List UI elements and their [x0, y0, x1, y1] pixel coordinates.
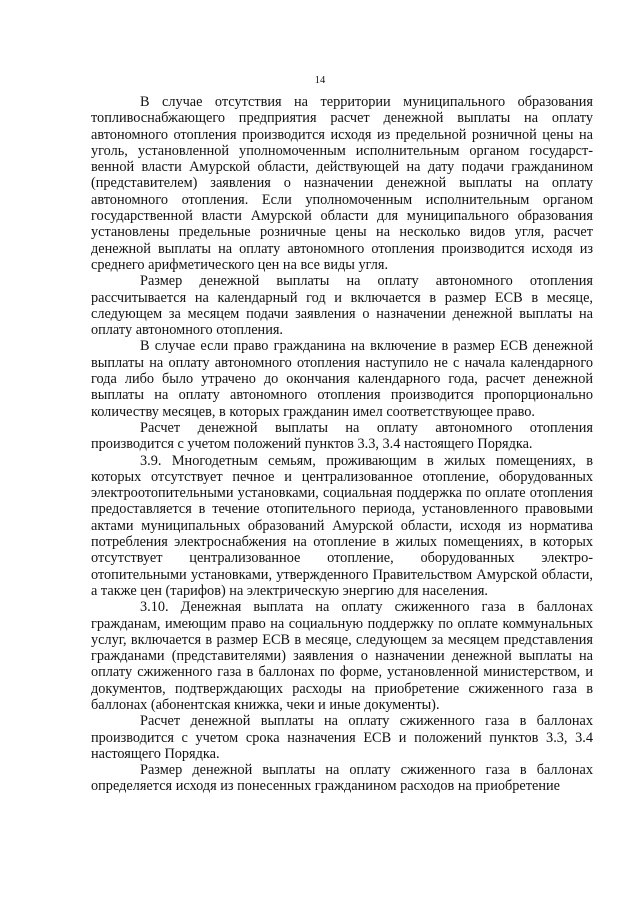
paragraph-section-3-9: 3.9. Многодетным семьям, проживающим в жилых помещениях, в которых отсутствует печное и централизованное отопление, оборудованных электроотопительными установками, социальная поддержка по оплате отопления предоставляется в течение отопительного периода, установленного правовыми актами муниципальных образований Амурской области, исходя из норматива потребления электроснабжения на отопление в жилых помещениях, в которых отсутствует централизованное отопление, оборудованных электро-отопительными установками, утвержденного Правительством Амурской области, а также цен (тарифов) на электрическую энергию для населения. [91, 452, 593, 599]
paragraph-gas-amount: Размер денежной выплаты на оплату сжиженного газа в баллонах определяется исходя из понесенных гражданином расходов на приобретение [91, 762, 593, 795]
document-body [91, 94, 593, 795]
paragraph-proportional-calculation: В случае если право гражданина на включение в размер ЕСВ денежной выплаты на оплату автономного отопления наступило не с начала календарного года либо было утрачено до окончания календарного года, расчет денежной выплаты на оплату автономного отопления производится пропорционально количеству месяцев, в которых гражданин имел соответствующее право. [91, 338, 593, 420]
paragraph-heating-amount: Размер денежной выплаты на оплату автономного отопления рассчитывается на календарный год и включается в размер ЕСВ в месяце, следующем за месяцем подачи заявления о назначении денежной выплаты на оплату автономного отопления. [91, 273, 593, 339]
paragraph-coal-price: В случае отсутствия на территории муниципального образования топливоснабжающего предприятия расчет денежной выплаты на оплату автономного отопления производится исходя из предельной розничной цены на уголь, установленной уполномоченным исполнительным органом государст-венной власти Амурской области, действующей на дату подачи гражданином (представителем) заявления о назначении денежной выплаты на оплату автономного отопления. Если уполномоченным исполнительным органом государственной власти Амурской области для муниципального образования установлены предельные розничные цены на несколько видов угля, расчет денежной выплаты на оплату автономного отопления производится исходя из среднего арифметического цен на все виды угля. [91, 94, 593, 273]
page-number: 14 [314, 75, 326, 86]
paragraph-heating-calculation-rules: Расчет денежной выплаты на оплату автономного отопления производится с учетом положений пунктов 3.3, 3.4 настоящего Порядка. [91, 419, 593, 453]
paragraph-gas-calculation-rules: Расчет денежной выплаты на оплату сжиженного газа в баллонах производится с учетом срока назначения ЕСВ и положений пунктов 3.3, 3.4 настоящего Порядка. [91, 713, 593, 762]
paragraph-section-3-10: 3.10. Денежная выплата на оплату сжиженного газа в баллонах гражданам, имеющим право на социальную поддержку по оплате коммунальных услуг, включается в размер ЕСВ в месяце, следующем за месяцем представления гражданами (представителями) заявления о назначении денежной выплаты на оплату сжиженного газа в баллонах по форме, установленной министерством, и документов, подтверждающих расходы на приобретение сжиженного газа в баллонах (абонентская книжка, чеки и иные документы). [91, 599, 593, 713]
